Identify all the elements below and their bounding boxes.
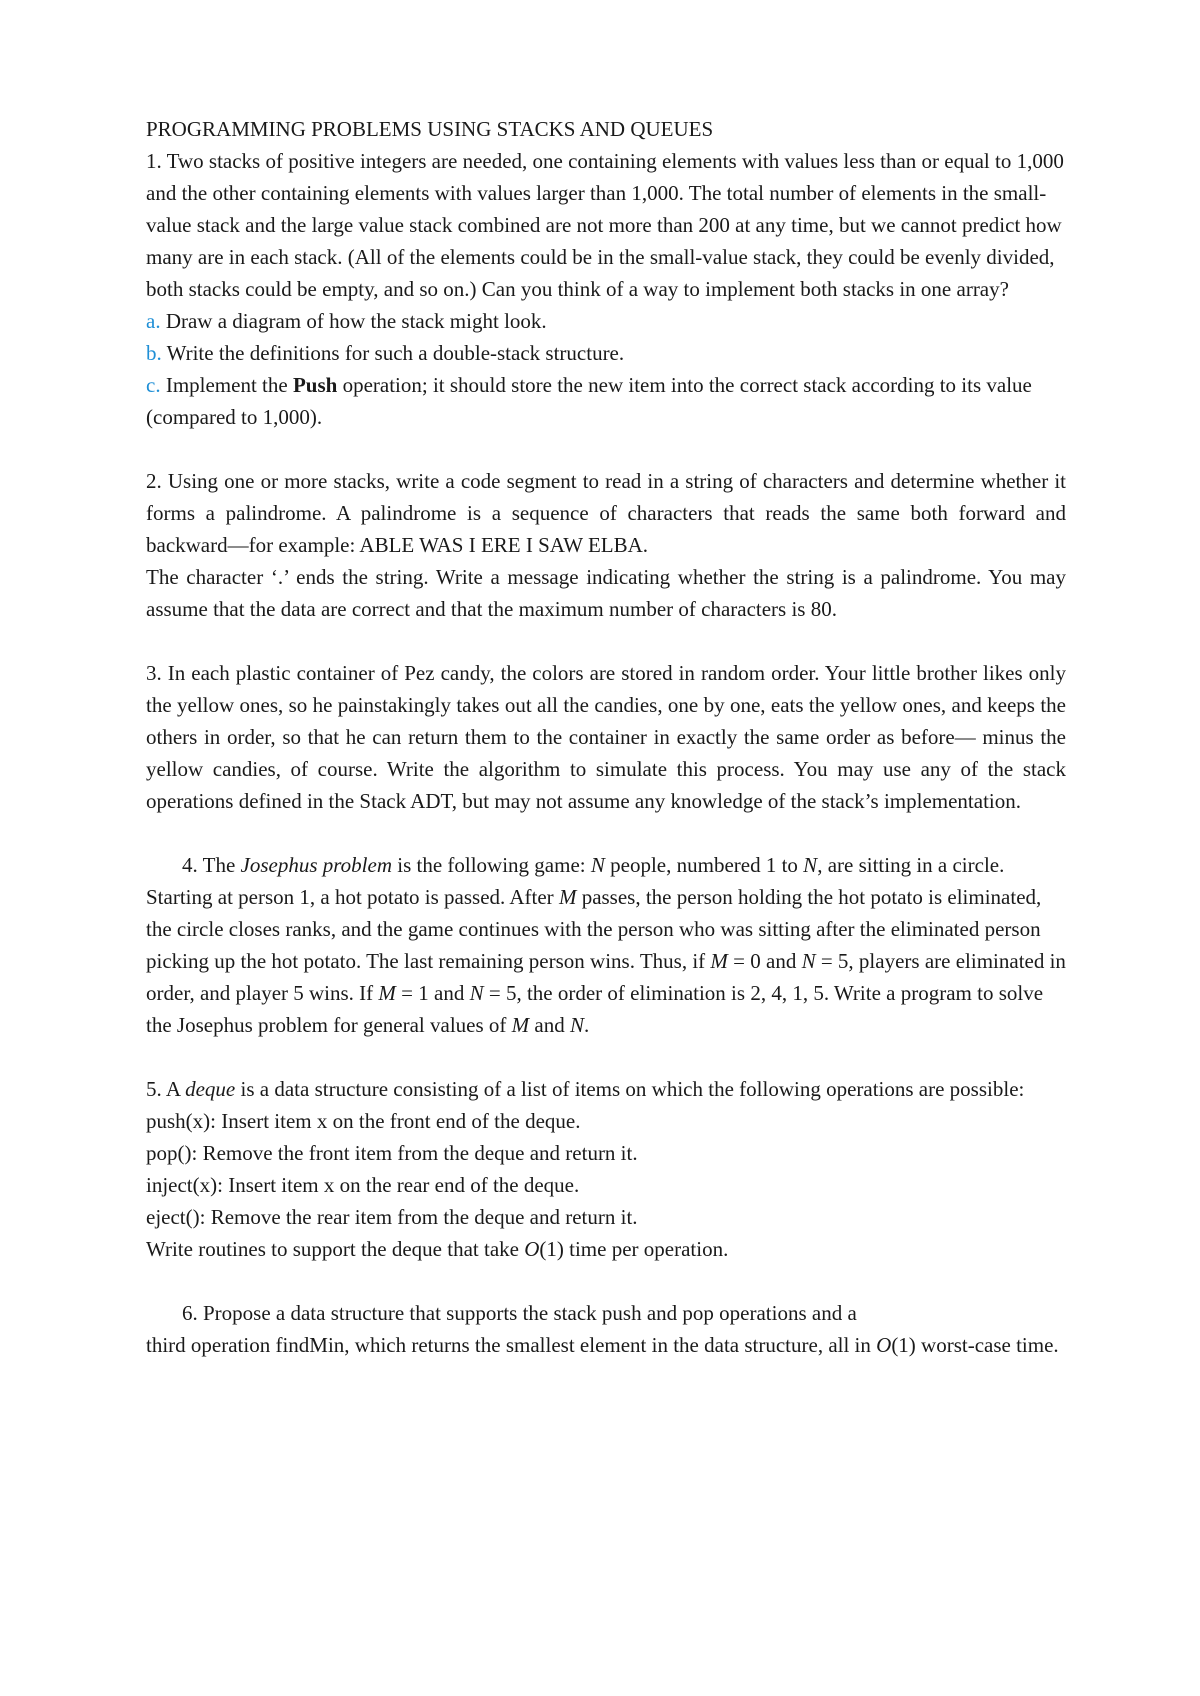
p4-span: = 1 and: [395, 981, 470, 1005]
problem-6: [146, 1297, 1066, 1361]
problem-6-line-2: [146, 1329, 1066, 1361]
push-keyword: Push: [292, 373, 338, 397]
part-b-text: Write the definitions for such a double-stack structure.: [161, 341, 625, 365]
p4-span: = 5, players are eliminated in order, and player 5 wins. If: [146, 949, 1066, 1005]
var-n: N: [803, 853, 818, 877]
p5-span: 5. A: [146, 1077, 186, 1101]
var-m: M: [511, 1013, 530, 1037]
p4-span: , are sitting in a circle. Starting at person 1, a hot potato is passed. After: [146, 853, 1005, 909]
p6-span: third operation findMin, which returns the smallest element in the data structure, all in: [146, 1333, 877, 1357]
var-n: N: [590, 853, 605, 877]
op-pop: pop(): Remove the front item from the deque and return it.: [146, 1141, 638, 1165]
var-m: M: [710, 949, 728, 973]
problem-1-part-a: [146, 305, 1066, 337]
var-n: N: [469, 981, 484, 1005]
problem-6-line-1: 6. Propose a data structure that supports the stack push and pop operations and a: [182, 1301, 857, 1325]
problem-2-text-2: The character ‘.’ ends the string. Write a message indicating whether the string is a palindrome. You may assume that the data are correct and that the maximum number of characters is 80.: [146, 565, 1066, 621]
p4-span: = 0 and: [727, 949, 802, 973]
part-c-text-1: Implement the: [160, 373, 293, 397]
big-o: O: [876, 1333, 892, 1357]
deque-term: deque: [185, 1077, 236, 1101]
problem-3-text: 3. In each plastic container of Pez candy, the colors are stored in random order. Your little brother likes only the yellow ones, so he painstakingly takes out all the candies, one by one, eats the yellow ones, and keeps the others in order, so that he can return them to the container in exactly the same order as before— minus the yellow candies, of course. Write the algorithm to simulate this process. You may use any of the stack operations defined in the Stack ADT, but may not assume any knowledge of the stack’s implementation.: [146, 661, 1066, 813]
document-body: [146, 113, 1066, 1361]
problem-4-text: [146, 849, 1066, 1041]
op-eject: eject(): Remove the rear item from the deque and return it.: [146, 1205, 638, 1229]
problem-5: [146, 1073, 1066, 1265]
p5-span: (1) time per operation.: [539, 1237, 729, 1261]
problem-2-text: 2. Using one or more stacks, write a code segment to read in a string of characters and determine whether it forms a palindrome. A palindrome is a sequence of characters that reads the same both forward and backward—for example: ABLE WAS I ERE I SAW ELBA.: [146, 469, 1066, 557]
problem-3: [146, 657, 1066, 817]
p4-span: is the following game:: [391, 853, 591, 877]
var-m: M: [378, 981, 396, 1005]
problem-5-intro: [146, 1073, 1066, 1105]
p4-span: .: [584, 1013, 590, 1037]
problem-4: [146, 849, 1066, 1041]
josephus-term: Josephus problem: [240, 853, 392, 877]
p4-span: 4. The: [182, 853, 241, 877]
part-a-text: Draw a diagram of how the stack might look.: [160, 309, 547, 333]
problem-1: [146, 145, 1066, 433]
p4-span: passes, the person holding the hot potato is eliminated, the circle closes ranks, and the game continues with the person who was sitting after the eliminated person picking up the hot potato. The last remaining person wins. Thus, if: [146, 885, 1042, 973]
var-n: N: [801, 949, 816, 973]
op-inject: inject(x): Insert item x on the rear end of the deque.: [146, 1173, 580, 1197]
part-c-label: c.: [146, 373, 161, 397]
part-b-label: b.: [146, 341, 162, 365]
p6-span: (1) worst-case time.: [891, 1333, 1059, 1357]
p4-span: = 5, the order of elimination is 2, 4, 1, 5. Write a program to solve the Josephus problem for general values of: [146, 981, 1044, 1037]
problem-5-task: [146, 1233, 1066, 1265]
big-o: O: [524, 1237, 540, 1261]
problem-1-part-b: [146, 337, 1066, 369]
problem-2: [146, 465, 1066, 625]
var-m: M: [558, 885, 577, 909]
p4-span: people, numbered 1 to: [604, 853, 804, 877]
page-title: PROGRAMMING PROBLEMS USING STACKS AND QUEUES: [146, 117, 714, 141]
part-c-text-2: operation; it should store the new item into the correct stack according to its value (compared to 1,000).: [146, 373, 1032, 429]
problem-1-part-c: [146, 369, 1066, 433]
p5-span: is a data structure consisting of a list of items on which the following operations are possible:: [235, 1077, 1025, 1101]
op-push: push(x): Insert item x on the front end of the deque.: [146, 1109, 581, 1133]
p5-span: Write routines to support the deque that take: [146, 1237, 525, 1261]
part-a-label: a.: [146, 309, 161, 333]
problem-1-text: 1. Two stacks of positive integers are needed, one containing elements with values less than or equal to 1,000 and the other containing elements with values larger than 1,000. The total number of elements in the small-value stack and the large value stack combined are not more than 200 at any time, but we cannot predict how many are in each stack. (All of the elements could be in the small-value stack, they could be evenly divided, both stacks could be empty, and so on.) Can you think of a way to implement both stacks in one array?: [146, 149, 1064, 301]
p4-span: and: [529, 1013, 570, 1037]
var-n: N: [569, 1013, 584, 1037]
